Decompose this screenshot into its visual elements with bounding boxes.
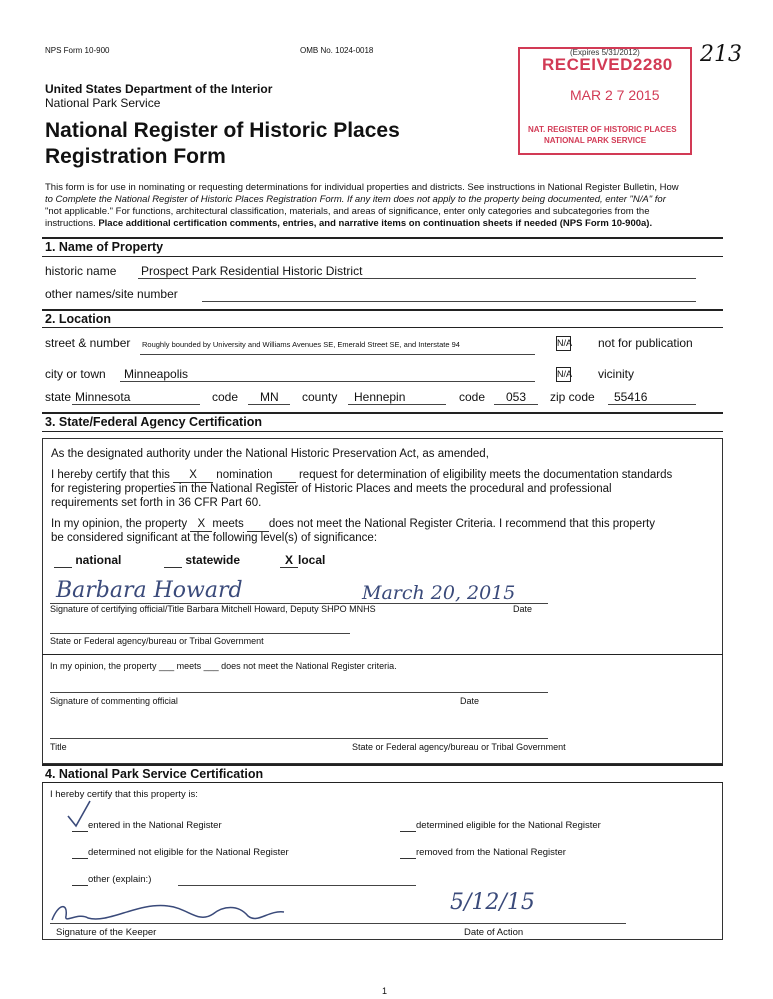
- cert-line3: requirements set forth in 36 CFR Part 60.: [51, 497, 262, 509]
- opinion-line1: [51, 518, 655, 532]
- na-box-publication[interactable]: N/A: [556, 336, 571, 351]
- page-number: 1: [382, 986, 388, 996]
- certifying-date-handwritten: March 20, 2015: [362, 582, 516, 604]
- certifying-signature: Barbara Howard: [56, 578, 243, 603]
- keeper-signature-label: Signature of the Keeper: [56, 927, 157, 938]
- agency-label: State or Federal agency/bureau or Tribal Government: [50, 636, 264, 646]
- department: United States Department of the Interior: [45, 82, 273, 96]
- state-label: state: [45, 390, 72, 404]
- section1-heading: 1. Name of Property: [45, 240, 164, 254]
- cert-x-mark[interactable]: X: [173, 469, 213, 483]
- cert-line2: for registering properties in the National Register of Historic Places and meets the procedural and professional: [51, 483, 612, 495]
- authority-text: As the designated authority under the National Historic Preservation Act, as amended,: [51, 448, 489, 460]
- title-label: Title: [50, 742, 67, 752]
- action-date-handwritten: 5/12/15: [450, 890, 535, 915]
- certifying-official-label: Signature of certifying official/Title Barbara Mitchell Howard, Deputy SHPO MNHS: [50, 604, 376, 614]
- form-id: NPS Form 10-900: [45, 46, 110, 55]
- service: National Park Service: [45, 96, 161, 110]
- intro-line1: This form is for use in nominating or requesting determinations for individual properties and districts. See instructions in National Register Bulletin, How: [45, 182, 679, 193]
- street-label: street & number: [45, 336, 131, 350]
- section4-heading: 4. National Park Service Certification: [45, 767, 264, 781]
- city-label: city or town: [45, 367, 106, 381]
- opinion-text-a: In my opinion, the property: [51, 518, 188, 530]
- zip-label: zip code: [550, 390, 595, 404]
- historic-name-value: Prospect Park Residential Historic District: [141, 264, 363, 278]
- date-of-action-label: Date of Action: [464, 927, 524, 938]
- opinion2-text: In my opinion, the property ___ meets ___ does not meet the National Register criteria.: [50, 661, 397, 671]
- opinion-blank[interactable]: [247, 518, 269, 532]
- handwritten-number: 213: [700, 42, 742, 67]
- option-entered-label: entered in the National Register: [88, 820, 222, 831]
- cert-text-b: nomination: [216, 469, 273, 481]
- not-for-publication: not for publication: [598, 336, 693, 350]
- certifying-date-label: Date: [513, 604, 533, 614]
- county-code-value: 053: [506, 390, 527, 404]
- option-other[interactable]: [72, 874, 151, 886]
- county-code-label: code: [459, 390, 486, 404]
- other-names-label: other names/site number: [45, 287, 178, 301]
- cert-line1: [51, 469, 672, 483]
- option-entered[interactable]: [72, 820, 222, 832]
- intro-line3: "not applicable." For functions, architectural classification, materials, and areas of significance, enter only categories and subcategories from the: [45, 206, 650, 217]
- historic-name-label: historic name: [45, 264, 117, 278]
- option-removed[interactable]: [400, 847, 566, 859]
- opinion-text-b: meets: [212, 518, 244, 530]
- nps-cert-intro: I hereby certify that this property is:: [50, 789, 198, 800]
- option-removed-label: removed from the National Register: [416, 847, 566, 858]
- page-title-line1: National Register of Historic Places: [45, 119, 400, 142]
- level-national[interactable]: [54, 553, 121, 568]
- state-code-value: MN: [260, 390, 279, 404]
- county-label: county: [302, 390, 338, 404]
- state-code-label: code: [212, 390, 239, 404]
- national-label: national: [75, 553, 122, 567]
- intro-line4-bold: Place additional certification comments, entries, and narrative items on continuation sheets if needed (NPS Form 10-900a).: [98, 218, 653, 229]
- option-eligible[interactable]: [400, 820, 601, 832]
- commenting-date-label: Date: [460, 696, 480, 706]
- option-other-label: other (explain:): [88, 874, 152, 885]
- stamp-line2: NATIONAL PARK SERVICE: [544, 136, 647, 145]
- local-x-mark: X: [280, 553, 298, 568]
- cert-text-c: request for determination of eligibility meets the documentation standards: [298, 469, 673, 481]
- intro-line2: to Complete the National Register of Historic Places Registration Form. If any item does not apply to the property being documented, enter "N/A" for: [45, 194, 666, 205]
- expires-text: (Expires 5/31/2012): [570, 48, 640, 57]
- county-value: Hennepin: [354, 390, 406, 404]
- page-title-line2: Registration Form: [45, 145, 226, 168]
- zip-value: 55416: [614, 390, 648, 404]
- section3-heading: 3. State/Federal Agency Certification: [45, 415, 262, 429]
- vicinity-label: vicinity: [598, 367, 635, 381]
- stamp-line1: NAT. REGISTER OF HISTORIC PLACES: [528, 125, 677, 134]
- stamp-date: MAR 2 7 2015: [570, 87, 660, 103]
- cert-blank[interactable]: [276, 469, 296, 483]
- agency-label-2: State or Federal agency/bureau or Tribal Government: [352, 742, 566, 752]
- state-value: Minnesota: [75, 390, 131, 404]
- option-eligible-label: determined eligible for the National Register: [416, 820, 601, 831]
- level-local[interactable]: [280, 553, 325, 568]
- city-value: Minneapolis: [124, 367, 189, 381]
- street-value: Roughly bounded by University and Williams Avenues SE, Emerald Street SE, and Interstate 94: [142, 340, 460, 349]
- level-statewide[interactable]: [164, 553, 240, 568]
- stamp-received: RECEIVED2280: [542, 55, 673, 74]
- option-not-eligible-label: determined not eligible for the National Register: [88, 847, 289, 858]
- local-label: local: [298, 553, 326, 567]
- section2-heading: 2. Location: [45, 312, 111, 326]
- received-stamp: [518, 47, 692, 155]
- cert-text-a: I hereby certify that this: [51, 469, 170, 481]
- option-not-eligible[interactable]: [72, 847, 289, 859]
- opinion-text-c: does not meet the National Register Criteria. I recommend that this property: [268, 518, 655, 530]
- na-box-vicinity[interactable]: N/A: [556, 367, 571, 382]
- statewide-label: statewide: [185, 553, 241, 567]
- commenting-official-label: Signature of commenting official: [50, 696, 178, 706]
- intro-line4: [45, 218, 652, 229]
- omb-number: OMB No. 1024-0018: [300, 46, 374, 55]
- opinion-line2: be considered significant at the following level(s) of significance:: [51, 532, 378, 544]
- opinion-x-mark[interactable]: X: [190, 518, 212, 532]
- intro-line4-text: instructions.: [45, 218, 99, 229]
